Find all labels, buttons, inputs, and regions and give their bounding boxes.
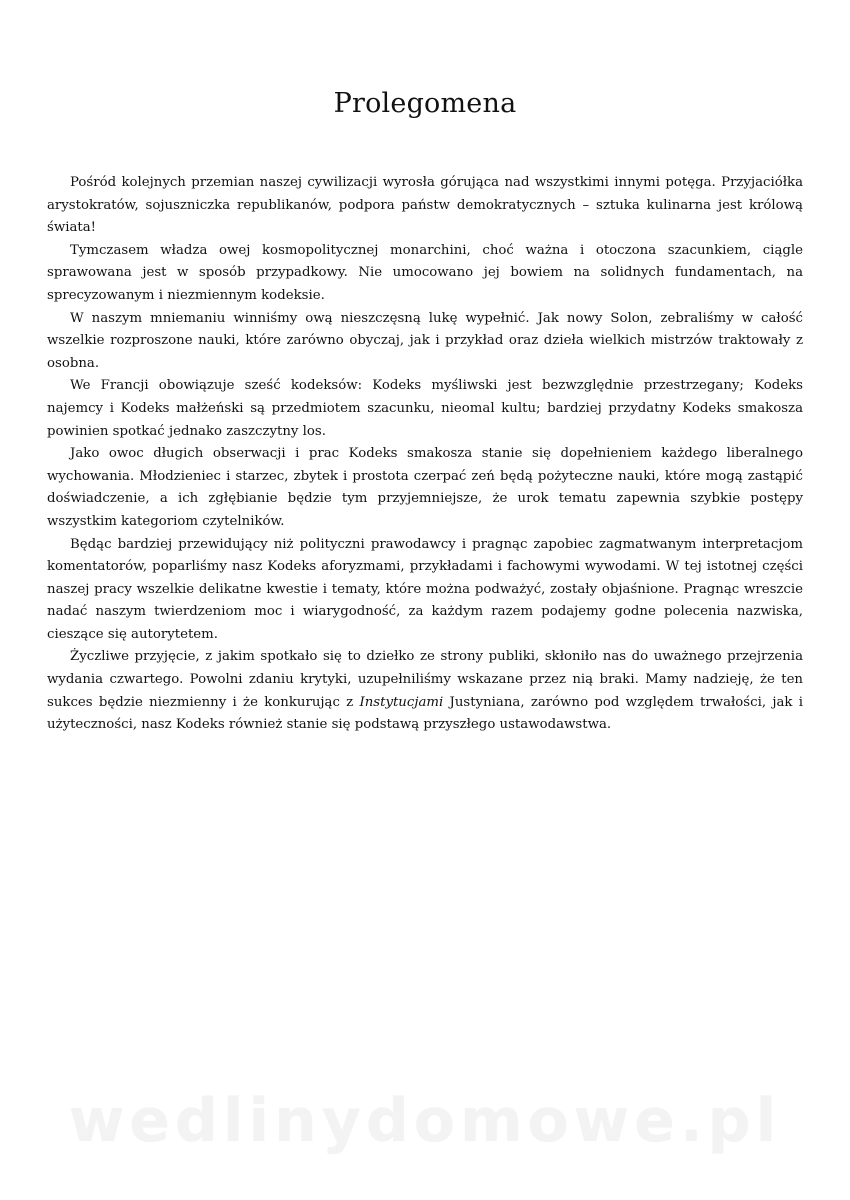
paragraph-2: Tymczasem władza owej kosmopolitycznej monarchini, choć ważna i otoczona szacunkiem, ciągle sprawowana jest w sposób przypadkowy. Nie umocowano jej bowiem na solidnych fundamentach, na sprecyzowanym i niezmiennym kodeksie. [47, 242, 803, 303]
paragraph-5: Jako owoc długich obserwacji i prac Kodeks smakosza stanie się dopełnieniem każdego liberalnego wychowania. Młodzieniec i starzec, zbytek i prostota czerpać zeń będą pożyteczne nauki, które mogą zastąpić doświadczenie, a ich zgłębianie będzie tym przyjemniejsze, że urok tematu zapewnia szybkie postępy wszystkim kategoriom czytelników. [47, 446, 803, 529]
paragraph-6: Będąc bardziej przewidujący niż polityczni prawodawcy i pragnąc zapobiec zagmatwanym interpretacjom komentatorów, poparliśmy nasz Kodeks aforyzmami, przykładami i fachowymi wywodami. W tej istotnej części naszej pracy wszelkie delikatne kwestie i tematy, które można podważyć, zostały objaśnione. Pragnąc wreszcie nadać naszym twierdzeniom moc i wiarygodność, za każdym razem podajemy godne polecenia nazwiska, cieszące się autorytetem. [47, 536, 803, 642]
paragraph-1: Pośród kolejnych przemian naszej cywilizacji wyrosła górująca nad wszystkimi innymi potęga. Przyjaciółka arystokratów, sojuszniczka republikanów, podpora państw demokratycznych – sztuka kulinarna jest królową świata! [47, 175, 803, 236]
watermark: wedlinydomowe.pl [68, 1086, 782, 1156]
page-title: Prolegomena [333, 88, 517, 119]
paragraph-4: We Francji obowiązuje sześć kodeksów: Kodeks myśliwski jest bezwzględnie przestrzegany; Kodeks najemcy i Kodeks małżeński są przedmiotem szacunku, nieomal kultu; bardziej przydatny Kodeks smakosza powinien spotkać jednako zaszczytny los. [47, 378, 803, 439]
paragraph-7-start: Życzliwe przyjęcie, z jakim spotkało się to dziełko ze strony publiki, skłoniło nas do uważnego przejrzenia wydania czwartego. Powolni zdaniu krytyki, uzupełniliśmy wskazane przez nią braki. Mamy nadzieję, że ten sukces będzie niezmienny i że konkurując z [47, 649, 803, 710]
paragraph-7-italic: Instytucjami [359, 694, 444, 710]
body-text [47, 172, 803, 737]
paragraph-7-end: Justyniana, zarówno pod względem trwałości, jak i użyteczności, nasz Kodeks również stanie się podstawą przyszłego ustawodawstwa. [47, 694, 803, 733]
paragraph-3: W naszym mniemaniu winniśmy ową nieszczęsną lukę wypełnić. Jak nowy Solon, zebraliśmy w całość wszelkie rozproszone nauki, które zarówno obyczaj, jak i przykład oraz dzieła wielkich mistrzów traktowały z osobna. [47, 310, 803, 371]
paragraph-7 [47, 646, 803, 736]
